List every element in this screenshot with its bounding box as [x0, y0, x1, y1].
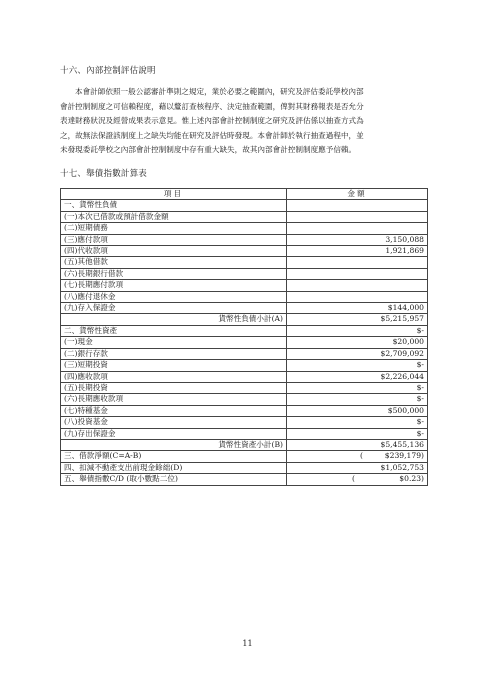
row-label: (四)應收款項 — [61, 371, 287, 382]
debt-index-table — [60, 188, 428, 486]
table-row — [61, 348, 428, 359]
table-row — [61, 268, 428, 279]
row-amount: $5,215,957 — [287, 314, 428, 325]
row-label: (七)長期應付款項 — [61, 280, 287, 291]
row-label: (五)長期投資 — [61, 382, 287, 393]
internal-control-paragraph — [60, 85, 436, 158]
section-16-heading: 十六、內部控制評估說明 — [60, 66, 156, 76]
table-header-row — [61, 189, 428, 200]
row-label: (八)應付退休金 — [61, 291, 287, 302]
paragraph-line: 之，故無法保證該制度上之缺失均能在研究及評估時發現。本會計師於執行抽查過程中，並 — [60, 130, 364, 140]
row-label: (七)特種基金 — [61, 405, 287, 416]
row-label: (六)長期應收款項 — [61, 394, 287, 405]
row-amount: 1,921,869 — [287, 246, 428, 257]
row-label: (三)應付款項 — [61, 234, 287, 245]
table-row — [61, 257, 428, 268]
table-row — [61, 303, 428, 314]
debt-table-body — [61, 200, 428, 485]
column-header-item: 項目 — [61, 189, 287, 200]
table-row — [61, 337, 428, 348]
table-row — [61, 405, 428, 416]
row-amount: $1,052,753 — [287, 462, 428, 473]
row-label: (八)投資基金 — [61, 417, 287, 428]
row-amount — [287, 280, 428, 291]
row-amount — [287, 451, 428, 462]
paragraph-line: 會計控制制度之可信賴程度，藉以釐訂查核程序、決定抽查範圍，俾對其財務報表是否允分 — [60, 101, 364, 111]
section-17-heading: 十七、舉債指數計算表 — [60, 169, 148, 179]
column-header-amount: 金額 — [287, 189, 428, 200]
amount-value: $239,179) — [384, 451, 424, 461]
row-label: 貨幣性資產小計(B) — [61, 439, 287, 450]
row-label: (三)短期投資 — [61, 360, 287, 371]
row-amount: $- — [287, 360, 428, 371]
open-parenthesis: ( — [360, 451, 363, 461]
row-amount — [287, 200, 428, 211]
table-row — [61, 394, 428, 405]
table-row — [61, 280, 428, 291]
row-amount: $- — [287, 325, 428, 336]
row-amount — [287, 257, 428, 268]
table-row — [61, 200, 428, 211]
table-row — [61, 314, 428, 325]
row-amount: $20,000 — [287, 337, 428, 348]
row-label: (二)銀行存款 — [61, 348, 287, 359]
row-amount: $2,226,044 — [287, 371, 428, 382]
row-amount: $2,709,092 — [287, 348, 428, 359]
row-label: 三、借款淨額(C=A-B) — [61, 451, 287, 462]
row-label: (六)長期銀行借款 — [61, 268, 287, 279]
page-number: 11 — [242, 639, 253, 648]
table-row — [61, 382, 428, 393]
table-row — [61, 291, 428, 302]
table-row — [61, 223, 428, 234]
amount-value: $0.23) — [399, 474, 424, 484]
table-row — [61, 360, 428, 371]
row-label: 一、貨幣性負債 — [61, 200, 287, 211]
row-amount: $- — [287, 394, 428, 405]
table-row — [61, 246, 428, 257]
table-row — [61, 417, 428, 428]
row-label: (五)其他借款 — [61, 257, 287, 268]
table-row — [61, 428, 428, 439]
paragraph-line: 表達財務狀況及經營成果表示意見。惟上述內部會計控制制度之研究及評估係以抽查方式為 — [60, 116, 364, 125]
table-row — [61, 474, 428, 485]
row-label: 二、貨幣性資產 — [61, 325, 287, 336]
table-row — [61, 451, 428, 462]
row-amount: $144,000 — [287, 303, 428, 314]
table-row — [61, 462, 428, 473]
row-label: (九)存入保證金 — [61, 303, 287, 314]
row-amount: $- — [287, 417, 428, 428]
row-label: (二)短期債務 — [61, 223, 287, 234]
row-amount: $5,455,136 — [287, 439, 428, 450]
row-label: 貨幣性負債小計(A) — [61, 314, 287, 325]
row-amount — [287, 474, 428, 485]
paragraph-line: 本會計師依照一般公認審計準則之規定，業於必要之範圍內，研究及評估委託學校內部 — [75, 87, 364, 96]
row-amount — [287, 268, 428, 279]
row-amount: 3,150,088 — [287, 234, 428, 245]
table-row — [61, 371, 428, 382]
row-amount — [287, 211, 428, 222]
row-label: (九)存出保證金 — [61, 428, 287, 439]
row-amount — [287, 223, 428, 234]
row-label: (一)本次已借款或預計借款金額 — [61, 211, 287, 222]
row-amount — [287, 291, 428, 302]
open-parenthesis: ( — [352, 474, 355, 484]
paragraph-line: 未發現委託學校之內部會計控制制度中存有重大缺失，故其內部會計控制制度應予信賴。 — [60, 145, 357, 154]
table-row — [61, 439, 428, 450]
table-row — [61, 234, 428, 245]
row-amount: $500,000 — [287, 405, 428, 416]
row-label: (一)現金 — [61, 337, 287, 348]
row-label: (四)代收款項 — [61, 246, 287, 257]
row-amount: $- — [287, 428, 428, 439]
table-row — [61, 211, 428, 222]
row-label: 四、扣減不動產支出前現金餘絀(D) — [61, 462, 287, 473]
row-amount: $- — [287, 382, 428, 393]
row-label: 五、舉債指數C/D (取小數點二位) — [61, 474, 287, 485]
table-row — [61, 325, 428, 336]
